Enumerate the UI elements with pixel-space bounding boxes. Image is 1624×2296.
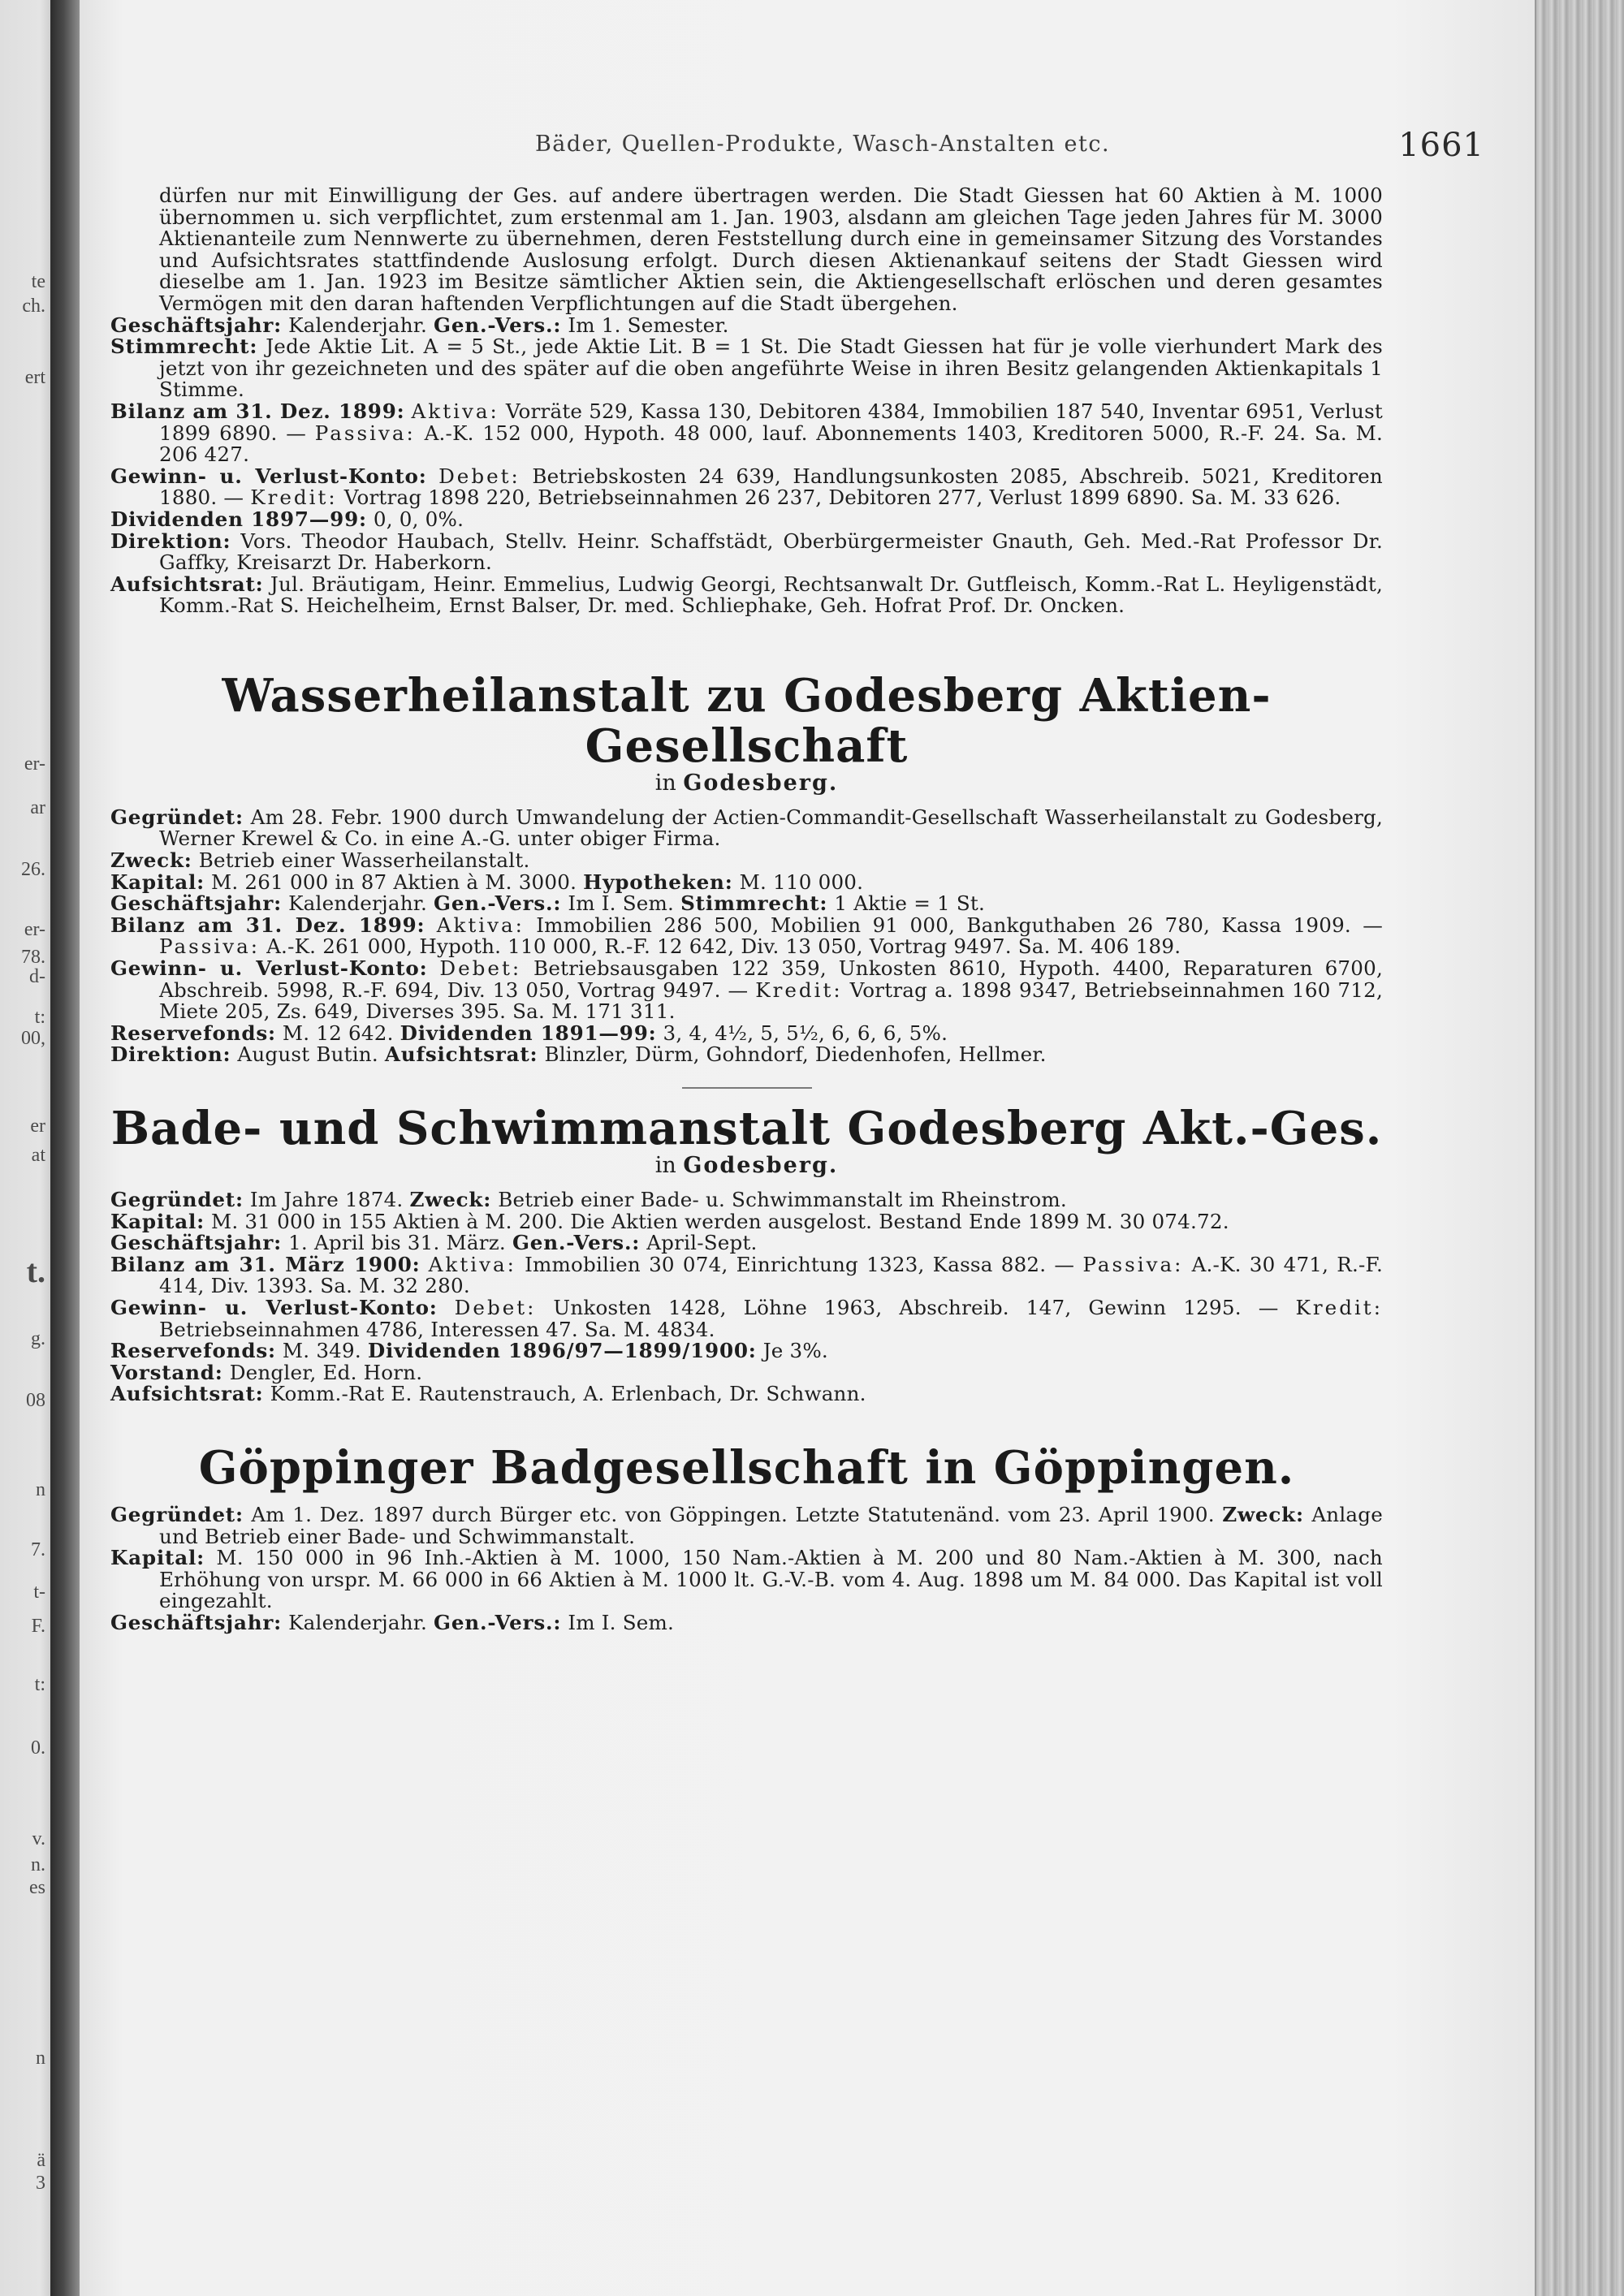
entry-label: Geschäftsjahr: — [110, 1231, 283, 1255]
location-city: Godesberg. — [683, 770, 839, 796]
entry-sublabel: Kredit: — [1295, 1295, 1383, 1319]
entry-sublabel: Kredit: — [250, 486, 338, 510]
entry-text: M. 31 000 in 155 Aktien à M. 200. Die Aktien werden ausgelost. Bestand Ende 1899 M. 30 074.72. — [211, 1209, 1229, 1233]
entry-text: Vors. Theodor Haubach, Stellv. Heinr. Schaffstädt, Oberbürgermeister Gnauth, Geh. Med.-Rat Professor Dr. Gaffky, Kreisarzt Dr. Haberkorn. — [159, 529, 1383, 575]
entry-reservefonds — [110, 1023, 1383, 1045]
entry-label: Hypotheken: — [583, 870, 733, 894]
entry-text: Jul. Bräutigam, Heinr. Emmelius, Ludwig Georgi, Rechtsanwalt Dr. Gutfleisch, Komm.-Rat L. Heyligenstädt, Komm.-Rat S. Heichelheim, Ernst Balser, Dr. med. Schliephake, Geh. Hofrat Prof. Dr. Oncken. — [159, 572, 1383, 618]
entry-label: Gegründet: — [110, 1502, 244, 1526]
entry-sublabel: Aktiva: — [436, 913, 525, 937]
prev-page-fragment: 08 — [26, 1390, 45, 1411]
previous-page-edge — [0, 0, 50, 2296]
entry-text: Immobilien 286 500, Mobilien 91 000, Bankguthaben 26 780, Kassa 1909. — — [536, 913, 1383, 937]
prev-page-fragment: 78. — [21, 947, 45, 968]
prev-page-fragment: te — [31, 271, 45, 292]
entry-text: 0, 0, 0%. — [373, 507, 464, 531]
company-title: Bade- und Schwimmanstalt Godesberg Akt.-Ges. — [110, 1102, 1383, 1155]
entry-sublabel: Aktiva: — [428, 1252, 516, 1276]
entry-text: M. 12 642. — [282, 1021, 394, 1045]
entry-text: Vorräte 529, Kassa 130, Debitoren 4384, Immobilien 187 540, Inventar 6951, Verlust 1899 6890. — — [159, 399, 1383, 445]
entry-gegruendet — [110, 807, 1383, 850]
entry-text: A.-K. 152 000, Hypoth. 48 000, lauf. Abonnements 1403, Kreditoren 5000, R.-F. 24. Sa. M. 206 427. — [159, 421, 1384, 467]
prev-page-fragment: F. — [31, 1616, 45, 1637]
entry-stimmrecht — [110, 336, 1383, 401]
entry-text: Betrieb einer Wasserheilanstalt. — [198, 848, 530, 873]
entry-label: Gen.-Vers.: — [512, 1231, 641, 1255]
entry-gewinn-verlust — [110, 1297, 1383, 1340]
entry-label: Reservefonds: — [110, 1021, 276, 1045]
entry-sublabel: Passiva: — [159, 934, 261, 959]
entry-label: Gewinn- u. Verlust-Konto: — [110, 464, 427, 488]
entry-label: Aufsichtsrat: — [384, 1042, 538, 1067]
prev-page-fragment: t- — [33, 1582, 45, 1603]
entry-text: A.-K. 261 000, Hypoth. 110 000, R.-F. 12 642, Div. 13 050, Vortrag 9497. Sa. M. 406 189. — [266, 934, 1181, 959]
prev-page-fragment: er- — [24, 919, 45, 940]
entry-label: Gen.-Vers.: — [434, 313, 562, 337]
entry-text: M. 110 000. — [739, 870, 864, 894]
location-prefix: in — [654, 1153, 676, 1178]
prev-page-fragment: ert — [24, 367, 45, 388]
company-location — [110, 771, 1383, 796]
entry-dividenden — [110, 509, 1383, 531]
intro-continuation: dürfen nur mit Einwilligung der Ges. auf andere übertragen werden. Die Stadt Giessen hat 60 Aktien à M. 1000 übernommen u. sich verpflichtet, zum erstenmal am 1. Jan. 1903, alsdann am gleichen Tage jeden Jahres für M. 3000 Aktienanteile zum Nennwerte zu übernehmen, deren Feststellung durch eine in gemeinsamer Sitzung des Vorstandes und Aufsichtsrates stattfindende Auslosung erfolgt. Durch diesen Aktienankauf seitens der Stadt Giessen wird dieselbe am 1. Jan. 1923 im Besitze sämtlicher Aktien sein, die Aktiengesellschaft erlöschen und deren gesamtes Vermögen mit den daran haftenden Verpflichtungen auf die Stadt übergehen. — [159, 183, 1383, 315]
prev-page-fragment: er — [30, 1116, 45, 1137]
prev-page-fragment: 3 — [36, 2173, 45, 2194]
entry-label: Aufsichtsrat: — [110, 1382, 264, 1406]
entry-text: M. 349. — [282, 1339, 361, 1363]
entry-zweck — [110, 850, 1383, 872]
entry-label: Zweck: — [409, 1188, 492, 1211]
entry-aufsichtsrat — [110, 1383, 1383, 1405]
entry-geschaeftsjahr — [110, 315, 1383, 337]
company-title: Göppinger Badgesellschaft in Göppingen. — [198, 1440, 1295, 1495]
entry-kapital — [110, 872, 1383, 894]
entry-label: Kapital: — [110, 1546, 205, 1570]
prev-page-fragment: 7. — [31, 1539, 45, 1560]
entry-sublabel: Debet: — [439, 956, 522, 981]
entry-kapital — [110, 1547, 1383, 1612]
entry-label: Gewinn- u. Verlust-Konto: — [110, 956, 428, 981]
location-city: Godesberg. — [683, 1153, 839, 1178]
entry-bilanz — [110, 1254, 1383, 1297]
entry-text: Blinzler, Dürm, Gohndorf, Diedenhofen, Hellmer. — [544, 1042, 1047, 1067]
entry-label: Geschäftsjahr: — [110, 1610, 283, 1634]
entry-text: Immobilien 30 074, Einrichtung 1323, Kassa 882. — — [525, 1252, 1075, 1276]
entry-label: Kapital: — [110, 870, 205, 894]
entry-gewinn-verlust — [110, 958, 1383, 1023]
entry-label: Bilanz am 31. März 1900: — [110, 1252, 421, 1276]
entry-label: Stimmrecht: — [680, 891, 828, 916]
entry-bilanz — [110, 915, 1383, 958]
prev-page-fragment: d- — [29, 966, 45, 987]
prev-page-fragment: ar — [30, 797, 45, 818]
entry-label: Gen.-Vers.: — [434, 1610, 562, 1634]
entry-reservefonds — [110, 1340, 1383, 1362]
entry-text: Am 1. Dez. 1897 durch Bürger etc. von Göppingen. Letzte Statutenänd. vom 23. April 1900. — [251, 1502, 1215, 1526]
entry-label: Bilanz am 31. Dez. 1899: — [110, 399, 405, 423]
entry-text: Unkosten 1428, Löhne 1963, Abschreib. 147, Gewinn 1295. — — [553, 1295, 1279, 1319]
entry-gegruendet — [110, 1189, 1383, 1211]
entry-sublabel: Debet: — [438, 464, 520, 488]
entry-label: Bilanz am 31. Dez. 1899: — [110, 913, 425, 937]
entry-direktion — [110, 1044, 1383, 1066]
entry-label: Stimmrecht: — [110, 334, 258, 359]
page-number: 1661 — [1398, 127, 1484, 164]
entry-sublabel: Passiva: — [1082, 1252, 1184, 1276]
entry-text: Betrieb einer Bade- u. Schwimmanstalt im Rheinstrom. — [498, 1188, 1067, 1211]
entry-text: Kalenderjahr. — [288, 313, 428, 337]
entry-label: Gewinn- u. Verlust-Konto: — [110, 1295, 438, 1319]
entry-text: 1 Aktie = 1 St. — [834, 891, 986, 916]
entry-text: Betriebskosten 24 639, Handlungsunkosten 2085, Abschreib. 5021, Kreditoren 1880. — — [159, 464, 1383, 510]
entry-gegruendet — [110, 1504, 1383, 1547]
entry-sublabel: Passiva: — [314, 421, 416, 445]
entry-text: August Butin. — [237, 1042, 378, 1067]
prev-page-fragment: ch. — [22, 296, 45, 317]
entry-label: Gen.-Vers.: — [434, 891, 562, 916]
entry-label: Aufsichtsrat: — [110, 572, 264, 596]
entry-text: Im 1. Semester. — [568, 313, 729, 337]
entry-text: Vortrag 1898 220, Betriebseinnahmen 26 237, Debitoren 277, Verlust 1899 6890. Sa. M. 33 626. — [343, 486, 1341, 510]
page-content — [110, 185, 1383, 1634]
entry-label: Reservefonds: — [110, 1339, 276, 1363]
entry-label: Direktion: — [110, 1042, 231, 1067]
entry-text: Dengler, Ed. Horn. — [229, 1360, 423, 1384]
entry-text: Betriebsausgaben 122 359, Unkosten 8610, Hypoth. 4400, Reparaturen 6700, Abschreib. 5998, R.-F. 694, Div. 13 050, Vortrag 9497. — — [159, 956, 1383, 1002]
entry-text: Im I. Sem. — [568, 891, 675, 916]
entry-direktion — [110, 531, 1383, 574]
entry-text: Vortrag a. 1898 9347, Betriebseinnahmen 160 712, Miete 205, Zs. 649, Diverses 395. Sa. M. 171 311. — [159, 978, 1383, 1024]
entry-text: M. 150 000 in 96 Inh.-Aktien à M. 1000, 150 Nam.-Aktien à M. 200 und 80 Nam.-Aktien à M. 300, nach Erhöhung von urspr. M. 66 000 in 66 Aktien à M. 1000 lt. G.-V.-B. vom 4. Aug. 1898 um M. 84 000. Das Kapital ist voll eingezahlt. — [159, 1546, 1383, 1613]
company-location — [110, 1154, 1383, 1178]
entry-label: Dividenden 1896/97—1899/1900: — [367, 1339, 757, 1363]
entry-gewinn-verlust — [110, 466, 1383, 509]
prev-page-fragment: n — [36, 2048, 45, 2069]
entry-text: Im Jahre 1874. — [249, 1188, 404, 1211]
prev-page-fragment: n — [36, 1479, 45, 1500]
entry-label: Dividenden 1897—99: — [110, 507, 367, 531]
entry-label: Zweck: — [1222, 1502, 1304, 1526]
page-header — [161, 127, 1484, 164]
entry-text: Jede Aktie Lit. A = 5 St., jede Aktie Lit. B = 1 St. Die Stadt Giessen hat für je volle vierhundert Mark des jetzt von ihr gezeichneten und des später auf die oben angeführte Weise in ihren Besitz gelangenden Aktienkapitals 1 Stimme. — [159, 334, 1383, 402]
location-prefix: in — [654, 770, 676, 796]
prev-page-fragment: er- — [24, 753, 45, 775]
entry-text: M. 261 000 in 87 Aktien à M. 3000. — [211, 870, 577, 894]
prev-page-fragment: v. — [32, 1828, 45, 1849]
entry-text: Kalenderjahr. — [288, 1610, 428, 1634]
prev-page-fragment: ä — [37, 2150, 45, 2171]
entry-label: Zweck: — [110, 848, 192, 873]
entry-label: Dividenden 1891—99: — [400, 1021, 657, 1045]
entry-label: Vorstand: — [110, 1360, 223, 1384]
running-head: Bäder, Quellen-Produkte, Wasch-Anstalten etc. — [534, 132, 1111, 157]
entry-text: Anlage und Betrieb einer Bade- und Schwimmanstalt. — [159, 1502, 1383, 1548]
entry-label: Gegründet: — [110, 1188, 244, 1211]
entry-label: Geschäftsjahr: — [110, 313, 283, 337]
book-gutter — [50, 0, 80, 2296]
entry-geschaeftsjahr — [110, 1612, 1383, 1634]
prev-page-fragment: g. — [31, 1328, 45, 1349]
company-title: Wasserheilanstalt zu Godesberg Aktien-Gesellschaft — [222, 668, 1272, 773]
page-stack-edge — [1535, 0, 1624, 2296]
entry-vorstand — [110, 1362, 1383, 1384]
entry-text: 3, 4, 4½, 5, 5½, 6, 6, 6, 5%. — [663, 1021, 948, 1045]
entry-text: April-Sept. — [646, 1231, 758, 1255]
entry-text: Komm.-Rat E. Rautenstrauch, A. Erlenbach, Dr. Schwann. — [270, 1382, 866, 1406]
entry-geschaeftsjahr — [110, 1232, 1383, 1254]
entry-text: A.-K. 30 471, R.-F. 414, Div. 1393. Sa. M. 32 280. — [159, 1252, 1383, 1298]
prev-page-fragment: 26. — [21, 859, 45, 880]
entry-geschaeftsjahr — [110, 893, 1383, 915]
prev-page-fragment: at — [31, 1145, 45, 1166]
entry-sublabel: Debet: — [454, 1295, 537, 1319]
entry-label: Gegründet: — [110, 805, 244, 829]
entry-bilanz — [110, 401, 1383, 466]
entry-sublabel: Kredit: — [755, 978, 843, 1002]
entry-text: Je 3%. — [762, 1339, 828, 1363]
prev-page-fragment: t: — [34, 1674, 45, 1695]
entry-label: Geschäftsjahr: — [110, 891, 283, 916]
entry-kapital — [110, 1211, 1383, 1233]
entry-text: Am 28. Febr. 1900 durch Umwandelung der Actien-Commandit-Gesellschaft Wasserheilanstalt zu Godesberg, Werner Krewel & Co. in eine A.-G. unter obiger Firma. — [159, 805, 1383, 851]
prev-page-fragment: t. — [26, 1253, 45, 1289]
prev-page-fragment: n. — [31, 1854, 45, 1875]
entry-text: Kalenderjahr. — [288, 891, 428, 916]
entry-text: Im I. Sem. — [568, 1610, 675, 1634]
entry-label: Direktion: — [110, 529, 231, 553]
prev-page-fragment: 0. — [31, 1737, 45, 1759]
prev-page-fragment: t: — [34, 1007, 45, 1028]
prev-page-fragment: es — [29, 1877, 45, 1898]
entry-sublabel: Aktiva: — [411, 399, 499, 423]
entry-text: Betriebseinnahmen 4786, Interessen 47. Sa. M. 4834. — [159, 1317, 715, 1341]
entry-label: Kapital: — [110, 1209, 205, 1233]
entry-aufsichtsrat — [110, 574, 1383, 617]
entry-text: 1. April bis 31. März. — [288, 1231, 506, 1255]
prev-page-fragment: 00, — [21, 1028, 45, 1049]
